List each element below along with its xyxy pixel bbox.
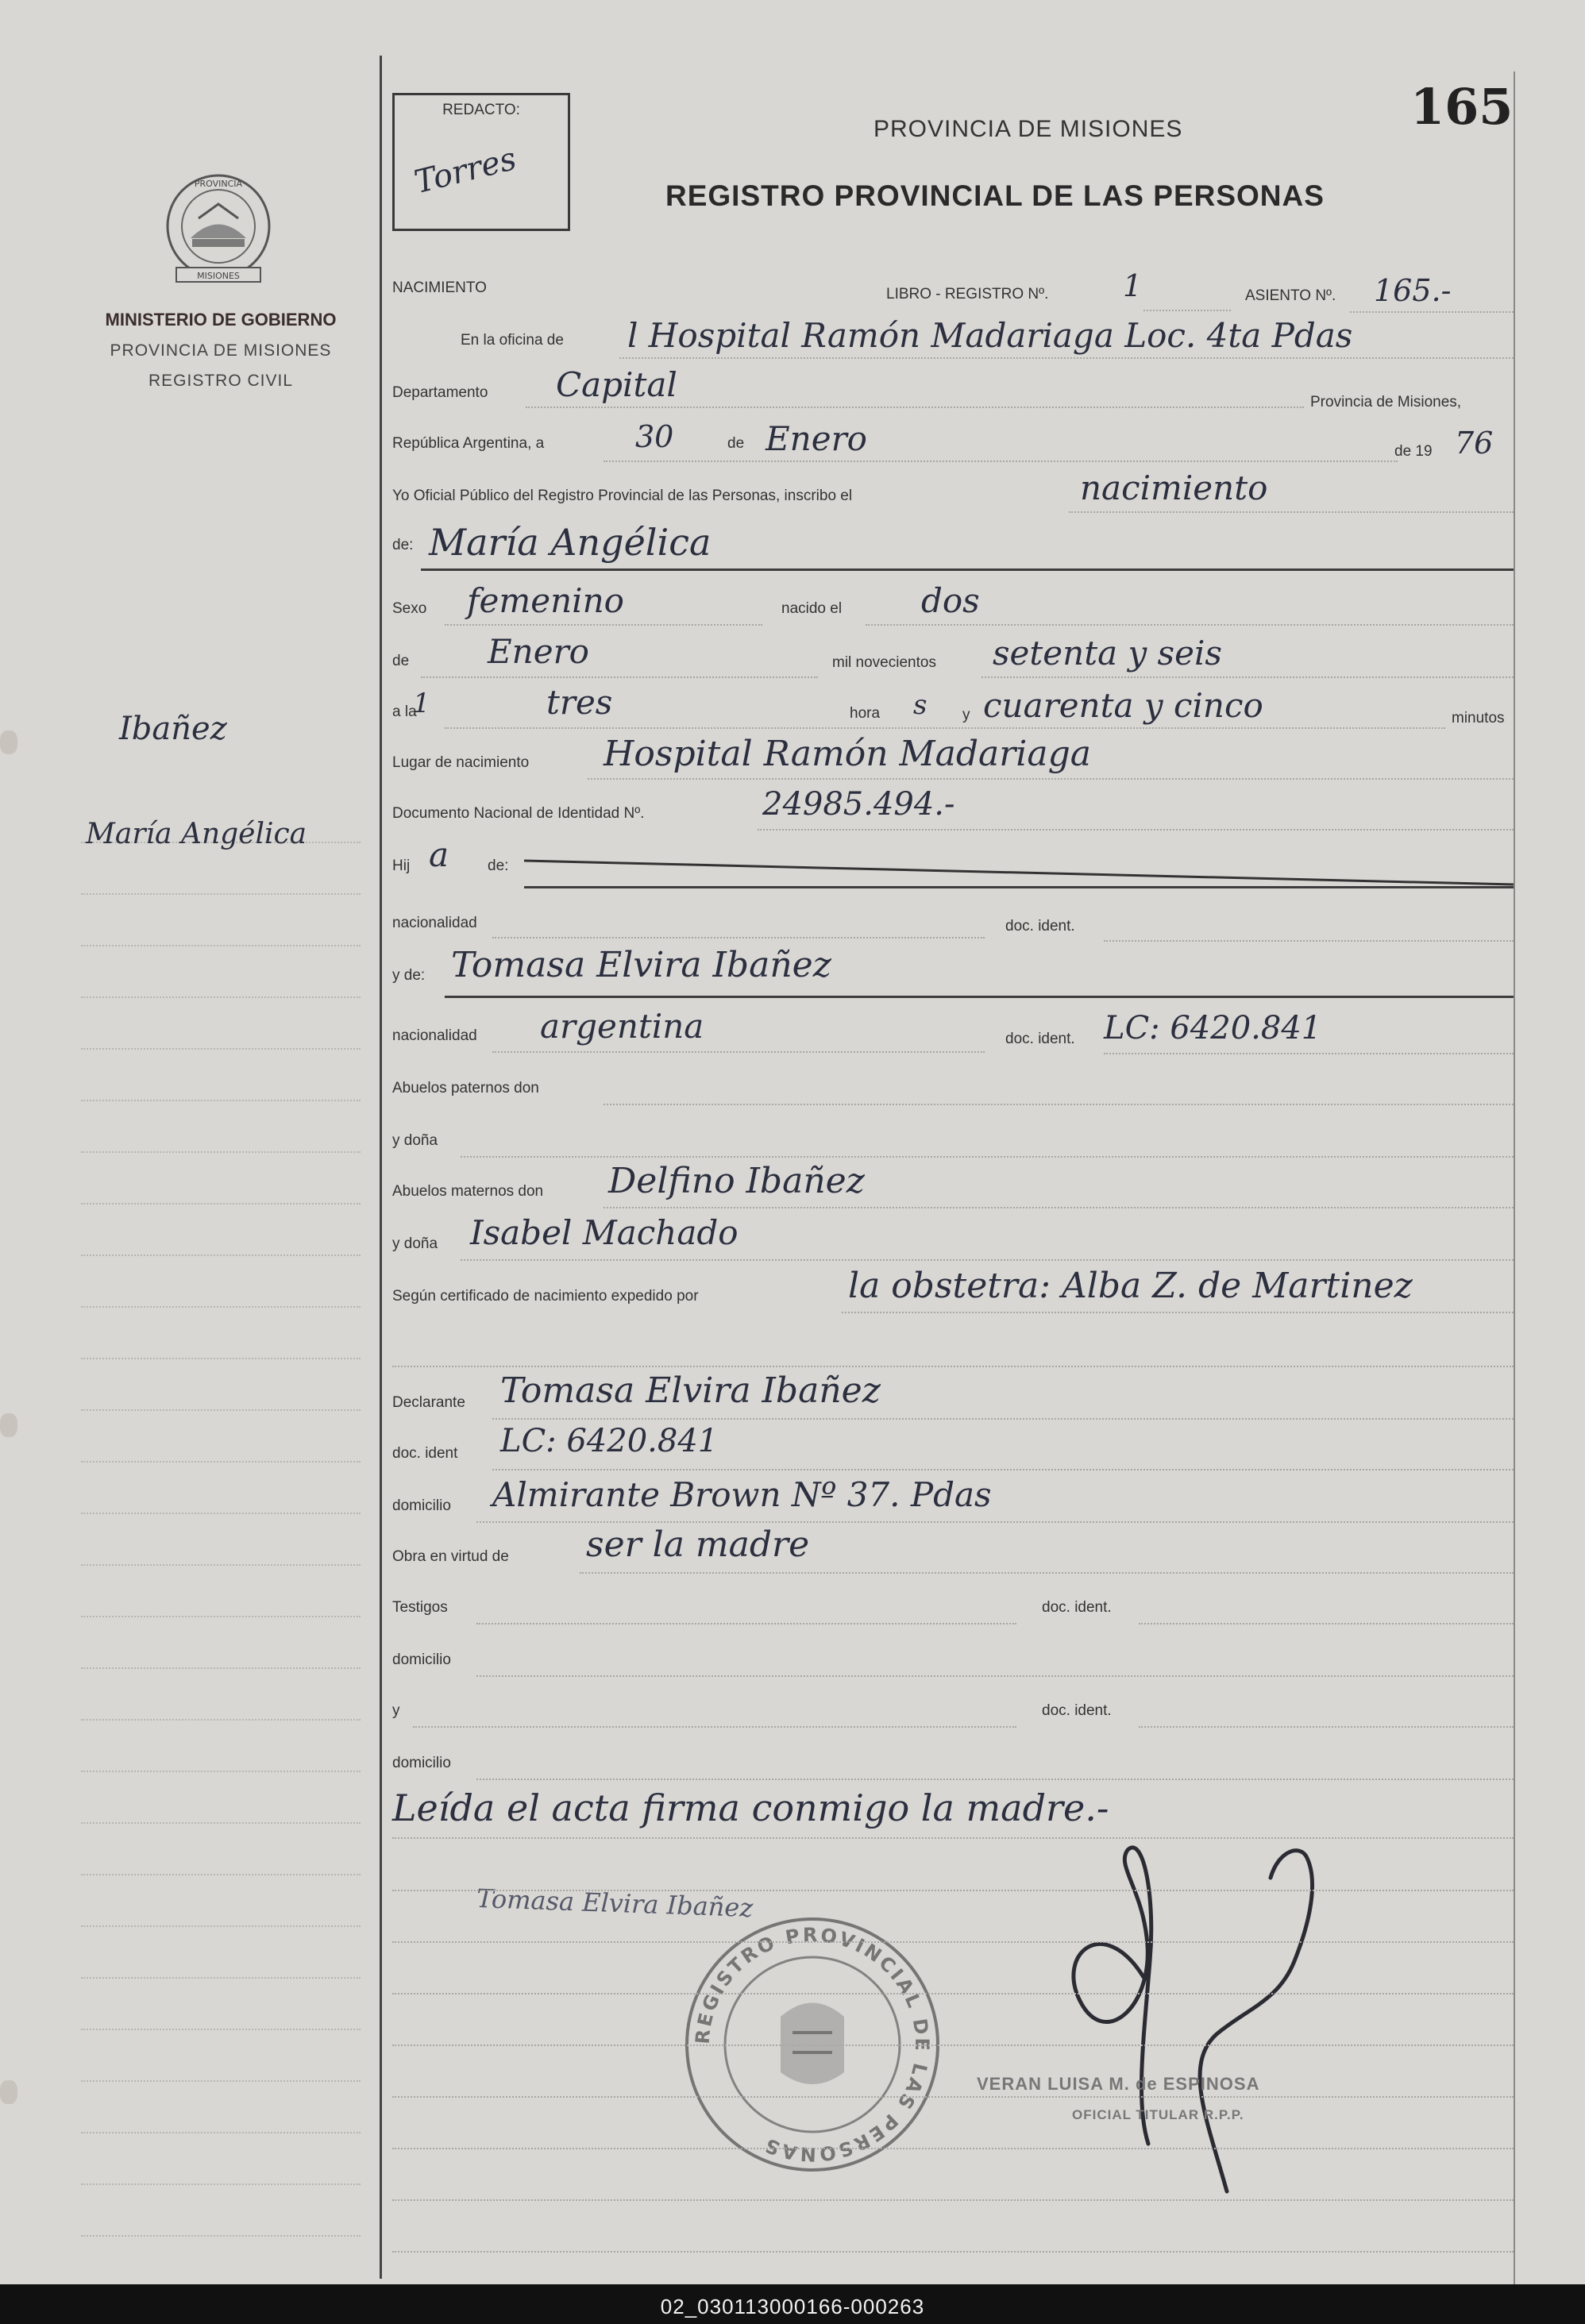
margin-ruled-line: [81, 2132, 361, 2133]
certificado-value: la obstetra: Alba Z. de Martinez: [848, 1266, 1413, 1306]
lugar-value: Hospital Ramón Madariaga: [604, 734, 1091, 774]
domicilio1-value: Almirante Brown Nº 37. Pdas: [492, 1475, 992, 1514]
coat-of-arms-seal-icon: [159, 163, 278, 290]
day-value: 30: [635, 419, 674, 454]
paper-stain: [0, 2080, 17, 2104]
margin-ruled-line: [81, 2029, 361, 2030]
margin-ruled-line: [81, 893, 361, 895]
margin-ruled-line: [81, 1822, 361, 1824]
minutos-value: cuarenta y cinco: [983, 686, 1263, 725]
paper-stain: [0, 1413, 17, 1437]
signer-name-stamp: VERAN LUISA M. de ESPINOSA: [977, 2074, 1260, 2094]
body-ruled-line: [392, 1941, 1514, 1943]
nacionalidad1-label: nacionalidad: [392, 915, 477, 931]
hora-s: s: [913, 689, 927, 721]
hijo-de-label: de:: [488, 858, 509, 874]
yde-label: y de:: [392, 967, 426, 984]
domicilio2-label: domicilio: [392, 1651, 451, 1668]
docident2-label: doc. ident.: [1005, 1031, 1075, 1047]
margin-ruled-line: [81, 1306, 361, 1308]
obra-label: Obra en virtud de: [392, 1548, 509, 1565]
redacto-label: REDACTO:: [442, 102, 520, 118]
abuelos-paternos-label: Abuelos paternos don: [392, 1080, 539, 1096]
declarante-label: Declarante: [392, 1394, 465, 1411]
margin-ruled-line: [81, 1513, 361, 1514]
de2-label: de:: [392, 537, 414, 553]
hijo-label: Hij: [392, 858, 411, 874]
cancel-strike-line: [524, 858, 1517, 889]
ministry-province: PROVINCIA DE MISIONES: [110, 341, 332, 360]
stamp-ring-text: REGISTRO PROVINCIAL DE LAS PERSONAS: [691, 1923, 934, 2166]
mil-value: setenta y seis: [993, 634, 1222, 673]
seal-text-bottom: MISIONES: [197, 271, 240, 281]
body-ruled-line: [392, 2096, 1514, 2098]
oficial-label: Yo Oficial Público del Registro Provincial de las Personas, inscribo el: [392, 488, 853, 504]
provincia-label: Provincia de Misiones,: [1310, 394, 1462, 410]
margin-ruled-line: [81, 1719, 361, 1721]
nacido-value: dos: [921, 581, 980, 620]
departamento-value: Capital: [556, 365, 677, 404]
de3-label: de: [392, 653, 410, 669]
lugar-label: Lugar de nacimiento: [392, 754, 530, 771]
paper-stain: [0, 730, 17, 754]
hora-value: tres: [546, 683, 613, 722]
certificado-label: Según certificado de nacimiento expedido por: [392, 1288, 699, 1305]
hora-prefix-value: 1: [413, 688, 430, 719]
domicilio1-label: domicilio: [392, 1497, 451, 1514]
y2-label: y: [392, 1702, 400, 1719]
body-ruled-line: [392, 1993, 1514, 1994]
testigos-label: Testigos: [392, 1599, 448, 1616]
redacto-value: Torres: [411, 140, 520, 202]
ministry-registro-civil: REGISTRO CIVIL: [148, 372, 294, 390]
right-edge-rule: [1514, 71, 1515, 2287]
oficina-label: En la oficina de: [461, 332, 564, 349]
margin-ruled-line: [81, 1409, 361, 1411]
mil-label: mil novecientos: [832, 654, 936, 671]
docident2-value: LC: 6420.841: [1104, 1010, 1322, 1046]
docident5-label: doc. ident.: [1042, 1702, 1112, 1719]
margin-ruled-line: [81, 1151, 361, 1153]
form-type-label: NACIMIENTO: [392, 279, 487, 296]
margin-ruled-line: [81, 996, 361, 998]
scan-file-id: 02_030113000166-000263: [660, 2295, 925, 2318]
hora-label: hora: [850, 705, 881, 722]
ydona1-label: y doña: [392, 1132, 438, 1149]
margin-ruled-line: [81, 1564, 361, 1566]
margin-ruled-line: [81, 1874, 361, 1875]
body-ruled-line: [392, 2148, 1514, 2149]
abuelos-maternos-label: Abuelos maternos don: [392, 1183, 544, 1200]
closing-statement: Leída el acta firma conmigo la madre.-: [392, 1786, 1109, 1829]
libro-label: LIBRO - REGISTRO Nº.: [886, 286, 1049, 303]
page-number: 165: [1410, 78, 1514, 136]
docident1-label: doc. ident.: [1005, 918, 1075, 935]
year-value: 76: [1455, 426, 1494, 461]
body-ruled-line: [392, 2251, 1514, 2253]
margin-ruled-line: [81, 945, 361, 946]
margin-ruled-line: [81, 1254, 361, 1256]
year-label: de 19: [1394, 443, 1433, 460]
province-header: PROVINCIA DE MISIONES: [873, 116, 1183, 142]
redacto-box: [392, 93, 570, 231]
oficina-value: l Hospital Ramón Madariaga Loc. 4ta Pdas: [627, 316, 1353, 355]
ydona2-label: y doña: [392, 1235, 438, 1252]
departamento-label: Departamento: [392, 384, 488, 401]
hijo-value: a: [429, 835, 449, 874]
nacionalidad2-label: nacionalidad: [392, 1027, 477, 1044]
body-ruled-line: [392, 1890, 1514, 1891]
oficial-value: nacimiento: [1080, 468, 1268, 507]
official-signature: [945, 1802, 1374, 2199]
libro-value: 1: [1123, 268, 1143, 303]
sexo-label: Sexo: [392, 600, 427, 617]
docident3-label: doc. ident: [392, 1445, 458, 1462]
nacionalidad2-value: argentina: [540, 1007, 704, 1046]
margin-ruled-line: [81, 1048, 361, 1050]
body-ruled-line: [392, 2045, 1514, 2046]
abuelos-maternos-value: Delfino Ibañez: [608, 1161, 865, 1201]
margin-ruled-line: [81, 1358, 361, 1359]
dni-label: Documento Nacional de Identidad Nº.: [392, 805, 645, 822]
body-ruled-line: [392, 2199, 1514, 2201]
minutos-label: minutos: [1452, 710, 1505, 726]
ministry-block: [81, 310, 361, 391]
nacido-label: nacido el: [781, 600, 843, 617]
domicilio3-label: domicilio: [392, 1755, 451, 1771]
margin-ruled-line: [81, 2235, 361, 2237]
dni-value: 24985.494.-: [762, 786, 955, 823]
binding-rule: [380, 56, 382, 2279]
margin-ruled-line: [81, 1461, 361, 1463]
sexo-value: femenino: [467, 581, 624, 620]
margin-ruled-line: [81, 1203, 361, 1204]
margin-ruled-line: [81, 1925, 361, 1927]
asiento-value: 165.-: [1374, 273, 1452, 308]
margin-ruled-line: [81, 1616, 361, 1617]
signer-title-stamp: OFICIAL TITULAR R.P.P.: [1072, 2107, 1244, 2122]
margin-ruled-line: [81, 2183, 361, 2185]
seal-text-top: PROVINCIA: [194, 179, 243, 189]
margin-ruled-line: [81, 2080, 361, 2082]
margin-ruled-line: [81, 1100, 361, 1101]
ydona2-value: Isabel Machado: [470, 1213, 739, 1252]
de-label: de: [727, 435, 745, 452]
margin-note-given-names: María Angélica: [86, 818, 307, 850]
y-label: y: [962, 707, 970, 723]
obra-value: ser la madre: [586, 1524, 810, 1565]
margin-ruled-line: [81, 1667, 361, 1669]
margin-note-surname: Ibañez: [119, 711, 227, 747]
republica-label: República Argentina, a: [392, 435, 545, 452]
docident4-label: doc. ident.: [1042, 1599, 1112, 1616]
docident3-value: LC: 6420.841: [500, 1423, 719, 1459]
mother-value: Tomasa Elvira Ibañez: [451, 945, 831, 985]
margin-ruled-line: [81, 1771, 361, 1772]
birth-month-value: Enero: [488, 632, 589, 671]
declarante-value: Tomasa Elvira Ibañez: [500, 1370, 881, 1411]
hora-prefix: a la: [392, 703, 417, 720]
mother-signature: Tomasa Elvira Ibañez: [476, 1883, 754, 1924]
margin-ruled-line: [81, 1977, 361, 1979]
registry-header: REGISTRO PROVINCIAL DE LAS PERSONAS: [665, 179, 1325, 212]
name-value: María Angélica: [429, 521, 712, 564]
month-value: Enero: [766, 419, 867, 458]
ministry-name: MINISTERIO DE GOBIERNO: [105, 310, 337, 330]
asiento-label: ASIENTO Nº.: [1245, 287, 1336, 304]
